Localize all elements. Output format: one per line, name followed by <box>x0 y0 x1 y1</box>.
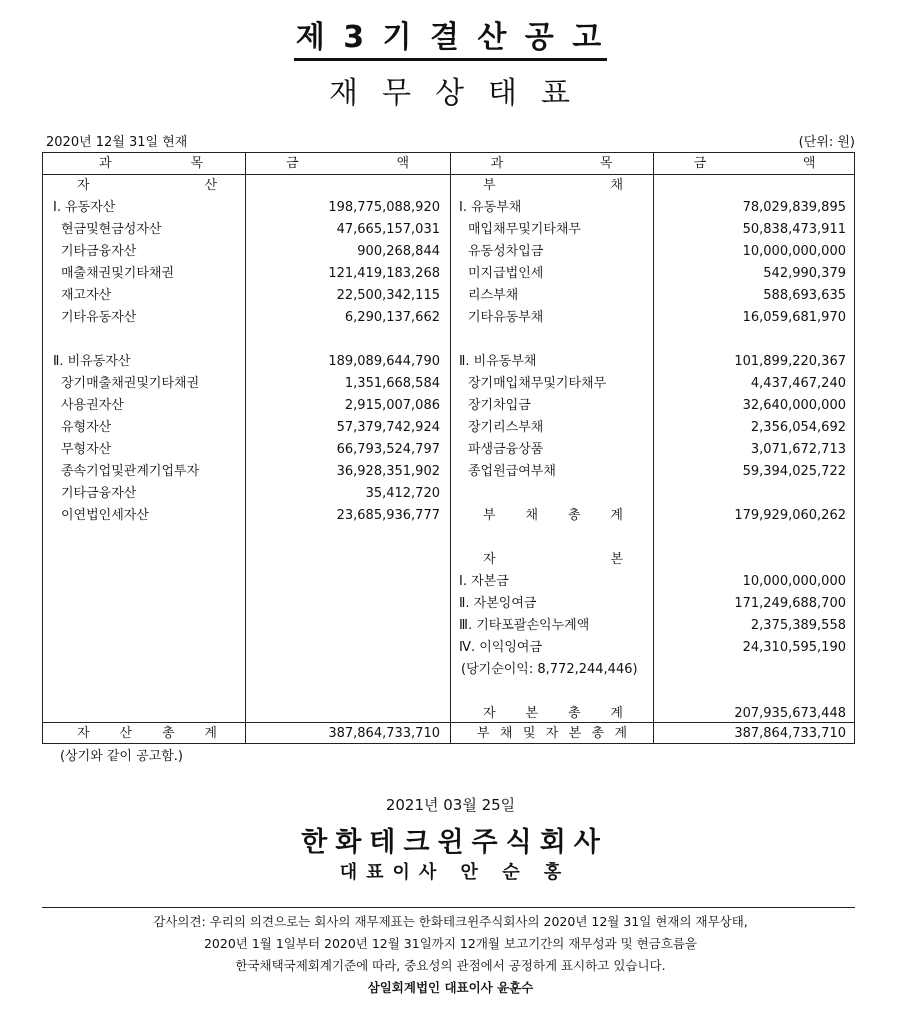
equity-row-label: Ⅳ. 이익잉여금 <box>459 640 543 655</box>
asset-row-label: 이연법인세자산 <box>61 508 149 523</box>
asset-row-amount: 23,685,936,777 <box>336 508 440 523</box>
liability-row-label: 미지급법인세 <box>468 266 544 281</box>
liability-row-amount: 588,693,635 <box>763 288 846 303</box>
equity-total-label: 자 본 총 계 <box>483 706 623 721</box>
asset-row-label: 종속기업및관계기업투자 <box>61 464 200 479</box>
column-divider <box>450 153 451 743</box>
liability-row-label: 매입채무및기타채무 <box>468 222 582 237</box>
equity-row-amount: 10,000,000,000 <box>742 574 846 589</box>
noncurrent-liabilities-label: Ⅱ. 비유동부채 <box>459 354 537 369</box>
notice-title-text: 제 3 기 결 산 공 고 <box>294 12 607 61</box>
header-right-item: 과 목 <box>490 156 613 171</box>
equity-row-label: Ⅲ. 기타포괄손익누계액 <box>459 618 590 633</box>
net-income-note-label: (당기순이익: 8,772,244,446) <box>461 662 638 677</box>
current-liabilities-amount: 78,029,839,895 <box>742 200 846 215</box>
audit-divider <box>42 907 855 908</box>
liabilities-total-amount: 179,929,060,262 <box>734 508 846 523</box>
company-name: 한화테크윈주식회사 <box>301 827 608 858</box>
header-left-amount: 금 액 <box>286 156 409 171</box>
assets-section-label: 자 산 <box>77 178 217 193</box>
asset-row-amount: 57,379,742,924 <box>336 420 440 435</box>
equity-row-label: Ⅱ. 자본잉여금 <box>459 596 537 611</box>
equity-section-label: 자 본 <box>483 552 623 567</box>
asset-row-label: 사용권자산 <box>61 398 124 413</box>
liability-row-amount: 32,640,000,000 <box>742 398 846 413</box>
asset-row-label: 유형자산 <box>61 420 112 435</box>
asset-row-amount: 35,412,720 <box>365 486 440 501</box>
statement-title: 재무상태표 <box>329 76 594 111</box>
liability-row-label: 파생금융상품 <box>468 442 544 457</box>
audit-opinion <box>0 911 901 999</box>
publication-note: (상기와 같이 공고함.) <box>60 749 184 764</box>
asset-row-amount: 22,500,342,115 <box>336 288 440 303</box>
current-liabilities-label: Ⅰ. 유동부채 <box>459 200 522 215</box>
asset-row-label: 재고자산 <box>61 288 112 303</box>
liability-row-amount: 542,990,379 <box>763 266 846 281</box>
audit-line-3: 한국채택국제회계기준에 따라, 중요성의 관점에서 공정하게 표시하고 있습니다. <box>235 958 666 973</box>
liability-row-label: 유동성차입금 <box>468 244 544 259</box>
publication-date: 2021년 03월 25일 <box>385 796 516 814</box>
liabilities-section-label: 부 채 <box>483 178 623 193</box>
column-divider <box>653 153 654 743</box>
asset-row-amount: 47,665,157,031 <box>336 222 440 237</box>
assets-total-label: 자 산 총 계 <box>77 726 217 741</box>
asset-row-label: 기타유동자산 <box>61 310 137 325</box>
asset-row-label: 매출채권및기타채권 <box>61 266 175 281</box>
liabilities-equity-total-label: 부 채 및 자 본 총 계 <box>477 726 627 741</box>
liabilities-equity-total-amount: 387,864,733,710 <box>734 726 846 741</box>
equity-row-amount: 2,375,389,558 <box>750 618 846 633</box>
equity-total-amount: 207,935,673,448 <box>734 706 846 721</box>
assets-total-amount: 387,864,733,710 <box>328 726 440 741</box>
current-assets-label: Ⅰ. 유동자산 <box>53 200 116 215</box>
asset-row-amount: 66,793,524,797 <box>336 442 440 457</box>
asset-row-amount: 2,915,007,086 <box>344 398 440 413</box>
asset-row-amount: 36,928,351,902 <box>336 464 440 479</box>
liability-row-label: 장기매입채무및기타채무 <box>468 376 607 391</box>
asset-row-label: 기타금융자산 <box>61 244 137 259</box>
equity-row-amount: 24,310,595,190 <box>742 640 846 655</box>
liability-row-label: 장기차입금 <box>468 398 531 413</box>
noncurrent-assets-amount: 189,089,644,790 <box>328 354 440 369</box>
liability-row-amount: 4,437,467,240 <box>750 376 846 391</box>
liability-row-amount: 10,000,000,000 <box>742 244 846 259</box>
noncurrent-assets-label: Ⅱ. 비유동자산 <box>53 354 131 369</box>
noncurrent-liabilities-amount: 101,899,220,367 <box>734 354 846 369</box>
liability-row-amount: 3,071,672,713 <box>750 442 846 457</box>
audit-line-1: 감사의견: 우리의 의견으로는 회사의 재무제표는 한화테크윈주식회사의 2020년 12월 31일 현재의 재무상태, <box>153 914 748 929</box>
current-assets-amount: 198,775,088,920 <box>328 200 440 215</box>
notice-title <box>0 12 901 61</box>
liabilities-total-label: 부 채 총 계 <box>483 508 623 523</box>
liability-row-label: 장기리스부채 <box>468 420 544 435</box>
liability-row-amount: 16,059,681,970 <box>742 310 846 325</box>
auditor-signature: 삼일회계법인 대표이사 윤훈수 <box>367 980 534 995</box>
balance-sheet-table <box>42 152 855 744</box>
liability-row-label: 종업원급여부채 <box>468 464 556 479</box>
liability-row-amount: 59,394,025,722 <box>742 464 846 479</box>
asset-row-label: 기타금융자산 <box>61 486 137 501</box>
as-of-date: 2020년 12월 31일 현재 <box>46 135 188 150</box>
asset-row-amount: 121,419,183,268 <box>328 266 440 281</box>
header-right-amount: 금 액 <box>693 156 816 171</box>
header-left-item: 과 목 <box>99 156 203 171</box>
audit-line-2: 2020년 1월 1일부터 2020년 12월 31일까지 12개월 보고기간의 재무성과 및 현금흐름을 <box>203 936 697 951</box>
liability-row-amount: 2,356,054,692 <box>750 420 846 435</box>
column-divider <box>245 153 246 743</box>
asset-row-label: 무형자산 <box>61 442 112 457</box>
asset-row-amount: 6,290,137,662 <box>344 310 440 325</box>
liability-row-label: 리스부채 <box>468 288 519 303</box>
asset-row-amount: 900,268,844 <box>357 244 440 259</box>
equity-row-amount: 171,249,688,700 <box>734 596 846 611</box>
liability-row-amount: 50,838,473,911 <box>742 222 846 237</box>
asset-row-label: 장기매출채권및기타채권 <box>61 376 200 391</box>
unit-label: (단위: 원) <box>798 135 855 150</box>
asset-row-amount: 1,351,668,584 <box>344 376 440 391</box>
asset-row-label: 현금및현금성자산 <box>61 222 162 237</box>
equity-row-label: Ⅰ. 자본금 <box>459 574 509 589</box>
ceo-name: 대표이사 안 순 홍 <box>339 862 571 883</box>
liability-row-label: 기타유동부채 <box>468 310 544 325</box>
